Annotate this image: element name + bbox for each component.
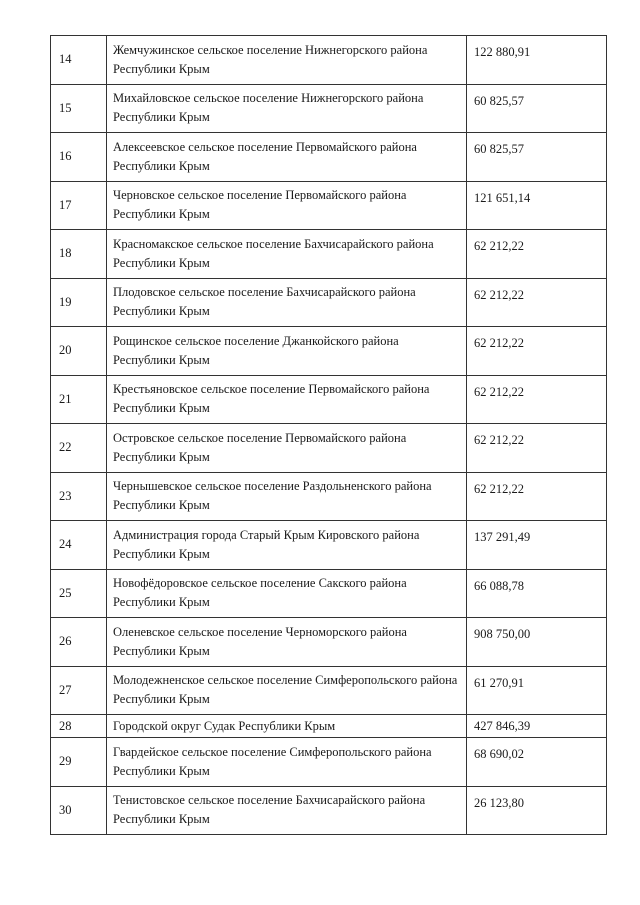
amount-value: 62 212,22 [467,327,607,376]
municipality-name: Рощинское сельское поселение Джанкойского района Республики Крым [107,327,467,376]
amount-value: 66 088,78 [467,569,607,618]
municipality-name: Островское сельское поселение Первомайского района Республики Крым [107,424,467,473]
row-number: 15 [51,84,107,133]
row-number: 20 [51,327,107,376]
table-row [51,327,607,376]
municipality-name: Михайловское сельское поселение Нижнегорского района Республики Крым [107,84,467,133]
municipality-name: Тенистовское сельское поселение Бахчисарайского района Республики Крым [107,786,467,835]
table-row [51,715,607,738]
table-row [51,278,607,327]
amount-value: 61 270,91 [467,666,607,715]
amount-value: 427 846,39 [467,715,607,738]
table-row [51,181,607,230]
table-row [51,666,607,715]
table-row [51,738,607,787]
table-row [51,618,607,667]
amount-value: 62 212,22 [467,472,607,521]
amount-value: 62 212,22 [467,424,607,473]
municipality-name: Новофёдоровское сельское поселение Сакского района Республики Крым [107,569,467,618]
row-number: 23 [51,472,107,521]
amount-value: 908 750,00 [467,618,607,667]
row-number: 27 [51,666,107,715]
row-number: 26 [51,618,107,667]
amount-value: 62 212,22 [467,230,607,279]
amount-value: 62 212,22 [467,375,607,424]
row-number: 22 [51,424,107,473]
table-row [51,472,607,521]
municipality-name: Жемчужинское сельское поселение Нижнегорского района Республики Крым [107,36,467,85]
table-row [51,133,607,182]
row-number: 21 [51,375,107,424]
municipality-name: Чернышевское сельское поселение Раздольненского района Республики Крым [107,472,467,521]
municipality-name: Молодежненское сельское поселение Симферопольского района Республики Крым [107,666,467,715]
municipality-name: Черновское сельское поселение Первомайского района Республики Крым [107,181,467,230]
municipality-name: Оленевское сельское поселение Черноморского района Республики Крым [107,618,467,667]
table-row [51,36,607,85]
row-number: 19 [51,278,107,327]
amount-value: 60 825,57 [467,84,607,133]
amount-value: 68 690,02 [467,738,607,787]
municipality-name: Гвардейское сельское поселение Симферопольского района Республики Крым [107,738,467,787]
row-number: 14 [51,36,107,85]
municipality-name: Крестьяновское сельское поселение Первомайского района Республики Крым [107,375,467,424]
row-number: 25 [51,569,107,618]
row-number: 17 [51,181,107,230]
row-number: 24 [51,521,107,570]
table-row [51,375,607,424]
table-row [51,786,607,835]
municipality-name: Городской округ Судак Республики Крым [107,715,467,738]
amount-value: 62 212,22 [467,278,607,327]
municipality-name: Красномакское сельское поселение Бахчисарайского района Республики Крым [107,230,467,279]
amount-value: 137 291,49 [467,521,607,570]
municipality-name: Администрация города Старый Крым Кировского района Республики Крым [107,521,467,570]
allocation-table [50,35,607,835]
row-number: 29 [51,738,107,787]
row-number: 30 [51,786,107,835]
table-row [51,424,607,473]
row-number: 16 [51,133,107,182]
row-number: 28 [51,715,107,738]
amount-value: 121 651,14 [467,181,607,230]
table-row [51,84,607,133]
municipality-name: Алексеевское сельское поселение Первомайского района Республики Крым [107,133,467,182]
amount-value: 60 825,57 [467,133,607,182]
table-row [51,569,607,618]
amount-value: 26 123,80 [467,786,607,835]
row-number: 18 [51,230,107,279]
amount-value: 122 880,91 [467,36,607,85]
table-row [51,521,607,570]
table-body [51,36,607,835]
municipality-name: Плодовское сельское поселение Бахчисарайского района Республики Крым [107,278,467,327]
table-row [51,230,607,279]
